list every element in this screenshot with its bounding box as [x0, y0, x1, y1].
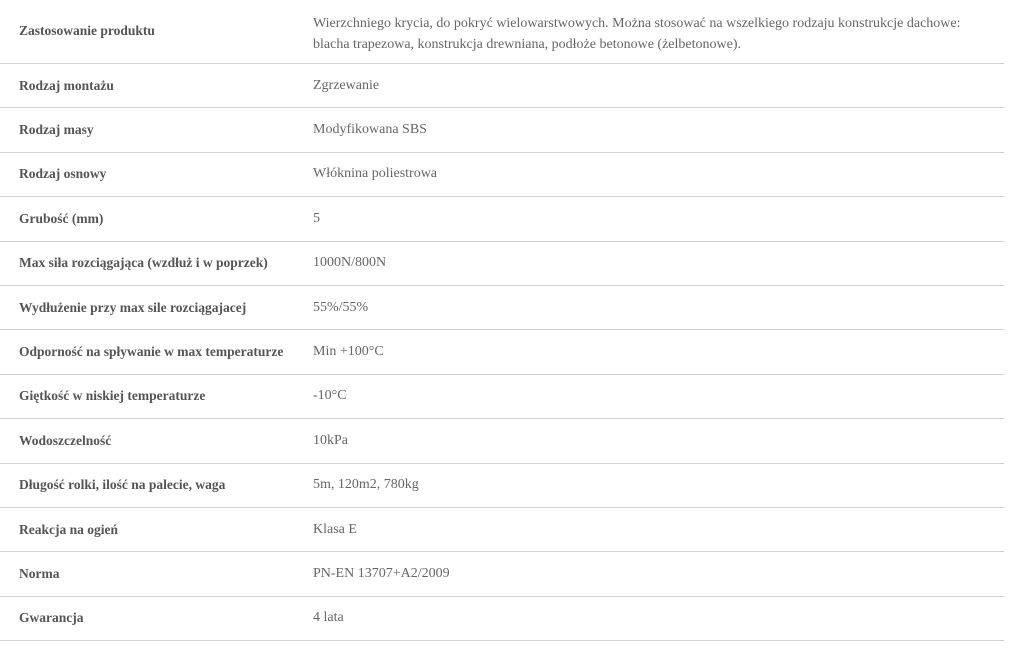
table-row — [0, 464, 1004, 508]
table-row — [0, 64, 1004, 108]
table-row — [0, 0, 1004, 64]
row-value: 55%/55% — [313, 299, 369, 315]
row-value: 5m, 120m2, 780kg — [313, 477, 419, 493]
row-value: Zgrzewanie — [313, 77, 380, 93]
row-label: Zastosowanie produktu — [19, 23, 155, 38]
table-row — [0, 375, 1004, 419]
row-label: Norma — [19, 565, 60, 581]
row-label: Długość rolki, ilość na palecie, waga — [19, 477, 226, 493]
row-value: Włóknina poliestrowa — [313, 166, 438, 182]
row-value: 4 lata — [313, 610, 344, 626]
table-row — [0, 286, 1004, 330]
row-label: Gwarancja — [19, 610, 84, 626]
row-value: 1000N/800N — [313, 255, 387, 271]
row-label: Rodzaj masy — [19, 122, 94, 138]
table-row — [0, 108, 1004, 152]
table-row — [0, 419, 1004, 463]
row-value: PN-EN 13707+A2/2009 — [313, 565, 450, 581]
table-row — [0, 330, 1004, 374]
table-row — [0, 597, 1004, 641]
row-label: Wydłużenie przy max sile rozciągajacej — [19, 299, 247, 315]
row-value: Min +100°C — [313, 344, 384, 360]
row-label: Wodoszczelność — [19, 432, 112, 448]
row-value: -10°C — [313, 388, 347, 404]
table-row — [0, 153, 1004, 197]
row-value: Wierzchniego krycia, do pokryć wielowarstwowych. Można stosować na wszelkiego rodzaju konstrukcje dachowe: blacha trapezowa, konstrukcja drewniana, podłoże betonowe (żelbetonowe). — [313, 16, 961, 52]
row-label: Reakcja na ogień — [19, 521, 118, 537]
row-value: 10kPa — [313, 432, 348, 448]
table-row — [0, 552, 1004, 596]
row-label: Max siła rozciągająca (wzdłuż i w poprzek) — [19, 255, 268, 271]
table-row — [0, 197, 1004, 241]
row-label: Grubość (mm) — [19, 210, 104, 226]
table-row — [0, 242, 1004, 286]
row-value: Modyfikowana SBS — [313, 122, 427, 138]
row-value: 5 — [313, 210, 320, 226]
row-label: Rodzaj montażu — [19, 77, 114, 93]
table-row — [0, 508, 1004, 552]
row-label: Odporność na spływanie w max temperaturze — [19, 344, 284, 360]
row-label: Rodzaj osnowy — [19, 166, 107, 182]
row-value: Klasa E — [313, 521, 357, 537]
row-label: Giętkość w niskiej temperaturze — [19, 388, 206, 404]
